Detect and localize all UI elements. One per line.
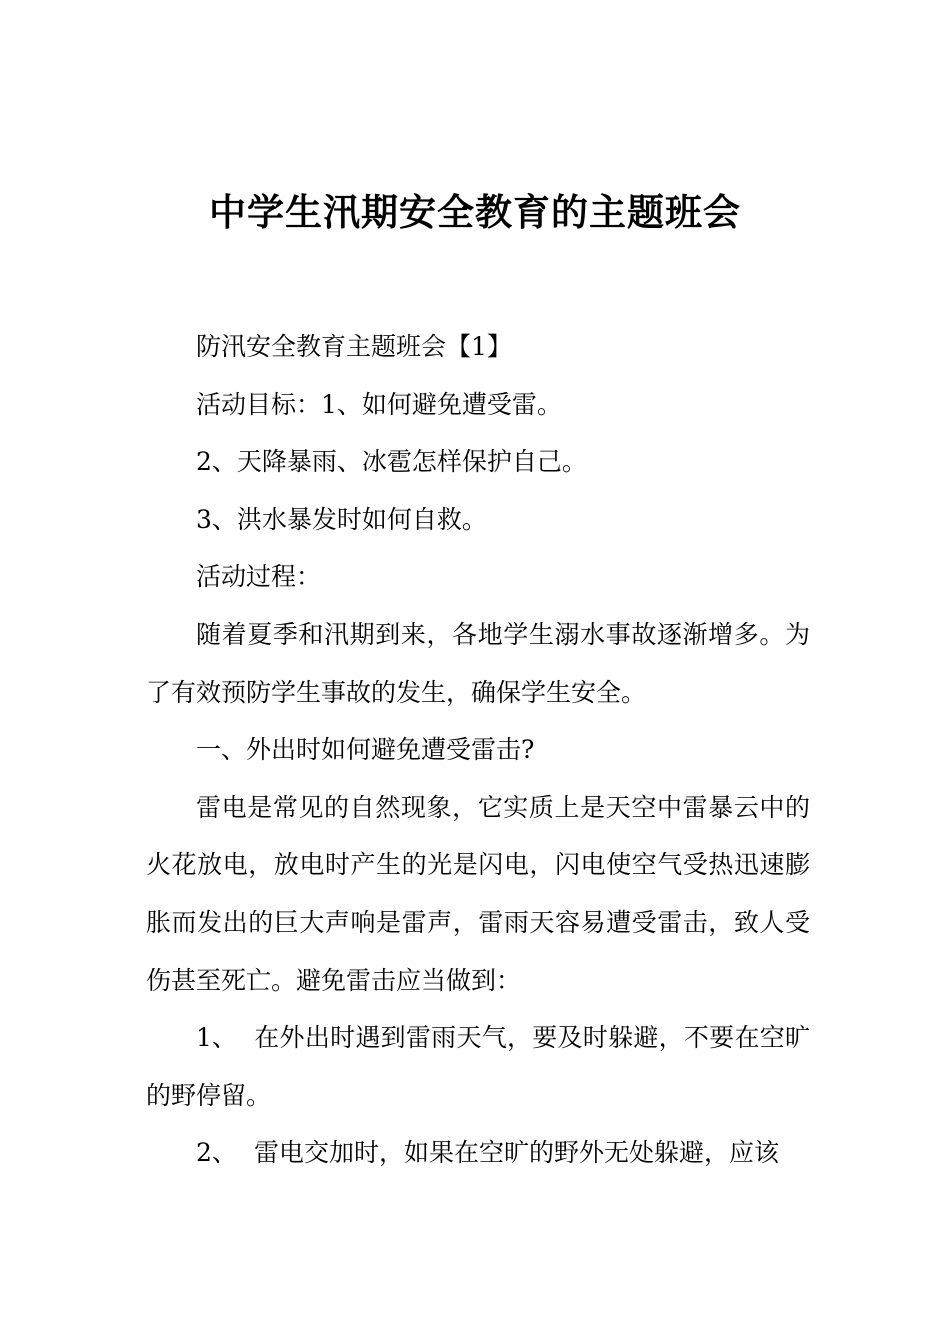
document-title: 中学生汛期安全教育的主题班会: [209, 191, 741, 234]
list-item-text: 在外出时遇到雷雨天气，要及时躲避，不要在空旷的野停留。: [146, 1023, 810, 1110]
document-body: [146, 318, 810, 1182]
list-item-text: 雷电交加时，如果在空旷的野外无处躲避，应该: [254, 1138, 780, 1168]
list-item: [146, 1124, 810, 1182]
paragraph-process-label: 活动过程：: [196, 562, 322, 592]
paragraph-goal: 活动目标：1、如何避免遭受雷。: [196, 389, 562, 419]
list-item: [146, 1009, 810, 1124]
paragraph-heading: 防汛安全教育主题班会【1】: [196, 332, 512, 361]
paragraph-intro: 随着夏季和汛期到来，各地学生溺水事故逐渐增多。为了有效预防学生事故的发生，确保学生安全。: [146, 619, 810, 707]
paragraph-lightning: 雷电是常见的自然现象，它实质上是天空中雷暴云中的火花放电，放电时产生的光是闪电，闪电使空气受热迅速膨胀而发出的巨大声响是雷声，雷雨天容易遭受雷击，致人受伤甚至死亡。避免雷击应当做到：: [146, 792, 810, 995]
paragraph-goal-2: 2、天降暴雨、冰雹怎样保护自己。: [196, 447, 587, 477]
list-item-number: 1、: [196, 1023, 237, 1053]
list-item-number: 2、: [196, 1138, 237, 1168]
paragraph-section-heading: 一、外出时如何避免遭受雷击?: [196, 735, 535, 765]
paragraph-goal-3: 3、洪水暴发时如何自救。: [196, 504, 487, 534]
